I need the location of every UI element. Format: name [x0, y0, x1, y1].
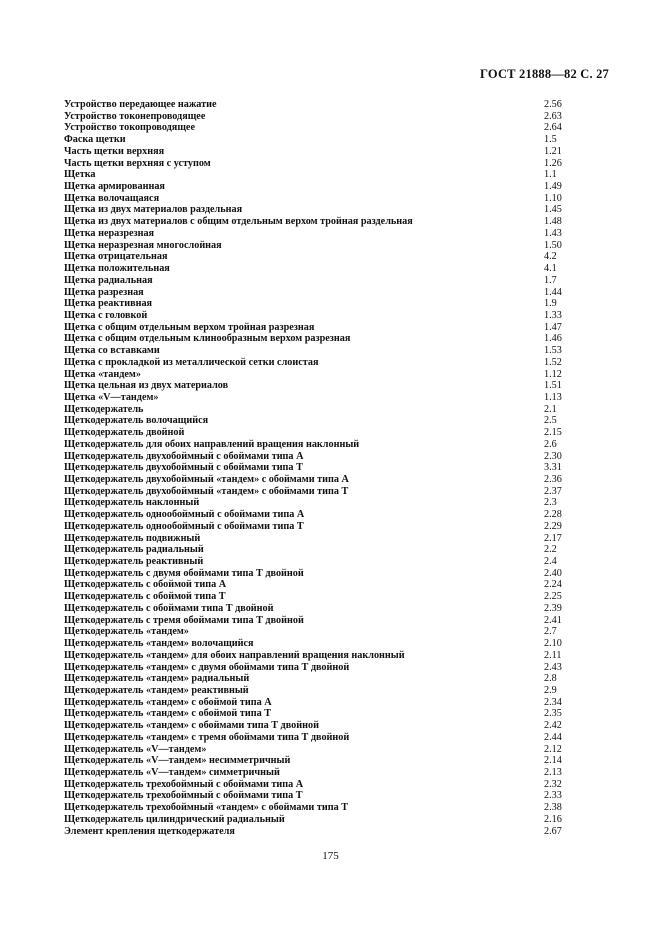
entry-term: Щеткодержатель радиальный [64, 544, 204, 556]
index-entry [64, 181, 584, 193]
index-entry [64, 462, 584, 474]
entry-reference: 1.43 [544, 227, 562, 239]
entry-term: Щеткодержатель однообоймный с обоймами типа А [64, 509, 305, 521]
entry-term: Щетка радиальная [64, 274, 153, 286]
entry-term: Щетка с общим отдельным верхом тройная разрезная [64, 321, 315, 333]
entry-term: Устройство токопроводящее [64, 122, 195, 134]
entry-term: Щеткодержатель «V—тандем» несимметричный [64, 755, 291, 767]
entry-term: Щеткодержатель «V—тандем» симметричный [64, 766, 280, 778]
entry-term: Щетка «тандем» [64, 368, 141, 380]
entry-reference: 2.29 [544, 520, 562, 532]
entry-reference: 4.1 [544, 263, 557, 275]
index-entry [64, 556, 584, 568]
entry-reference: 2.4 [544, 556, 557, 568]
index-entry [64, 533, 584, 545]
index-entry [64, 134, 584, 146]
index-entry [64, 111, 584, 123]
index-entry [64, 486, 584, 498]
entry-reference: 2.34 [544, 696, 562, 708]
entry-reference: 1.21 [544, 145, 562, 157]
entry-term: Щеткодержатель «тандем» радиальный [64, 673, 250, 685]
entry-reference: 1.10 [544, 192, 562, 204]
page-header: ГОСТ 21888—82 С. 27 [480, 67, 609, 81]
index-entry [64, 310, 584, 322]
entry-term: Щетка цельная из двух материалов [64, 380, 229, 392]
index-entry [64, 591, 584, 603]
index-entry [64, 720, 584, 732]
page-number: 175 [322, 850, 339, 862]
entry-reference: 2.25 [544, 591, 562, 603]
index-entry [64, 521, 584, 533]
entry-reference: 4.2 [544, 251, 557, 263]
entry-reference: 1.49 [544, 181, 562, 193]
index-entry [64, 615, 584, 627]
entry-term: Щеткодержатель «тандем» с обоймой типа А [64, 696, 272, 708]
entry-reference: 2.63 [544, 110, 562, 122]
entry-term: Щеткодержатель реактивный [64, 556, 204, 568]
index-entry [64, 345, 584, 357]
entry-reference: 2.16 [544, 813, 562, 825]
entry-reference: 2.36 [544, 474, 562, 485]
index-entry [64, 697, 584, 709]
index-entry [64, 568, 584, 580]
index-entry [64, 216, 584, 228]
index-entry [64, 427, 584, 439]
index-entry [64, 626, 584, 638]
entry-term: Щетка из двух материалов с общим отдельным верхом тройная раздельная [64, 216, 413, 228]
entry-reference: 2.8 [544, 673, 557, 685]
entry-reference: 1.51 [544, 380, 562, 392]
entry-term: Щеткодержатель с обоймами типа Т двойной [64, 602, 274, 614]
index-entry [64, 744, 584, 756]
index-entry [64, 169, 584, 181]
entry-term: Щеткодержатель «тандем» с обоймой типа Т [64, 708, 272, 720]
entry-reference: 1.5 [544, 134, 557, 146]
entry-term: Щетка волочащаяся [64, 192, 160, 204]
entry-term: Элемент крепления щеткодержателя [64, 825, 235, 837]
entry-term: Щеткодержатель «тандем» с обоймами типа Т двойной [64, 720, 319, 732]
entry-reference: 2.15 [544, 427, 562, 439]
entry-term: Щеткодержатель [64, 403, 144, 415]
entry-term: Фаска щетки [64, 134, 126, 146]
entry-term: Щеткодержатель с обоймой типа А [64, 579, 227, 591]
index-entry [64, 497, 584, 509]
index-entry [64, 638, 584, 650]
entry-reference: 1.1 [544, 169, 557, 181]
entry-reference: 2.14 [544, 755, 562, 767]
entry-reference: 2.7 [544, 626, 557, 638]
entry-reference: 2.1 [544, 403, 557, 415]
entry-term: Щетка со вставками [64, 345, 160, 357]
entry-reference: 1.33 [544, 309, 562, 321]
entry-term: Устройство токонепроводящее [64, 110, 206, 122]
entry-term: Щеткодержатель «тандем» волочащийся [64, 638, 254, 650]
index-entry [64, 251, 584, 263]
index-entry [64, 263, 584, 275]
entry-reference: 2.40 [544, 567, 562, 579]
index-entry [64, 287, 584, 299]
index-entry [64, 579, 584, 591]
index-entry [64, 439, 584, 451]
entry-term: Щеткодержатель трехобоймный «тандем» с обоймами типа Т [64, 802, 349, 814]
index-entry [64, 779, 584, 791]
entry-reference: 2.5 [544, 415, 557, 427]
index-entry [64, 415, 584, 427]
index-entry [64, 369, 584, 381]
entry-reference: 2.13 [544, 766, 562, 778]
index-entry [64, 544, 584, 556]
entry-term: Щеткодержатель трехобоймный с обоймами типа Т [64, 790, 303, 802]
index-entry [64, 357, 584, 369]
entry-reference: 2.64 [544, 122, 562, 134]
index-entry [64, 99, 584, 111]
entry-term: Щетка с прокладкой из металлической сетки слоистая [64, 356, 319, 368]
entry-term: Щеткодержатель «тандем» с тремя обоймами типа Т двойной [64, 731, 350, 743]
entry-reference: 2.11 [544, 649, 562, 661]
entry-reference: 2.37 [544, 485, 562, 497]
index-entry [64, 204, 584, 216]
index-entry [64, 158, 584, 170]
index-entry [64, 474, 584, 486]
entry-term: Часть щетки верхняя [64, 145, 165, 157]
entry-term: Щетка с общим отдельным клинообразным верхом разрезная [64, 333, 351, 345]
index-entry [64, 451, 584, 463]
index-entry [64, 685, 584, 697]
entry-term: Щеткодержатель трехобоймный с обоймами типа А [64, 778, 304, 790]
entry-reference: 2.12 [544, 743, 562, 755]
entry-term: Щеткодержатель «V—тандем» [64, 743, 207, 755]
entry-term: Щеткодержатель двухобоймный с обоймами типа А [64, 450, 304, 462]
entry-reference: 1.26 [544, 157, 562, 169]
index-entry [64, 603, 584, 615]
entry-term: Щеткодержатель «тандем» для обоих направлений вращения наклонный [64, 649, 405, 661]
entry-reference: 2.24 [544, 579, 562, 591]
index-entry [64, 275, 584, 287]
entry-reference: 1.53 [544, 345, 562, 357]
entry-term: Щетка разрезная [64, 286, 144, 298]
index-entry [64, 240, 584, 252]
entry-reference: 2.6 [544, 438, 557, 450]
entry-term: Щетка положительная [64, 263, 170, 275]
entry-term: Щетка неразрезная [64, 227, 155, 239]
index-entry [64, 767, 584, 779]
entry-reference: 2.43 [544, 661, 562, 673]
index-entry [64, 650, 584, 662]
entry-reference: 1.45 [544, 204, 562, 216]
entry-reference: 2.30 [544, 450, 562, 462]
entry-term: Щеткодержатель «тандем» с двумя обоймами типа Т двойной [64, 661, 350, 673]
entry-reference: 1.50 [544, 239, 562, 251]
entry-term: Щеткодержатель для обоих направлений вращения наклонный [64, 438, 360, 450]
entry-reference: 2.42 [544, 720, 562, 732]
entry-term: Щетка отрицательная [64, 251, 168, 263]
entry-term: Щеткодержатель волочащийся [64, 415, 209, 427]
entry-term: Щетка армированная [64, 181, 165, 193]
entry-reference: 2.38 [544, 802, 562, 814]
entry-reference: 2.41 [544, 614, 562, 626]
index-entry [64, 193, 584, 205]
entry-reference: 2.2 [544, 544, 557, 556]
index-entry [64, 298, 584, 310]
entry-term: Щетка «V—тандем» [64, 391, 159, 403]
entry-term: Щетка с головкой [64, 309, 148, 321]
entry-term: Щеткодержатель двойной [64, 427, 185, 439]
entry-term: Щеткодержатель подвижный [64, 532, 201, 544]
index-entry [64, 122, 584, 134]
entry-term: Щеткодержатель двухобоймный с обоймами типа Т [64, 462, 303, 474]
entry-reference: 1.44 [544, 286, 562, 298]
entry-reference: 1.52 [544, 356, 562, 368]
entry-reference: 3.31 [544, 462, 562, 474]
entry-term: Щеткодержатель однообоймный с обоймами типа Т [64, 520, 304, 532]
index-entry [64, 814, 584, 826]
entry-term: Щеткодержатель «тандем» реактивный [64, 684, 249, 696]
entry-term: Щетка [64, 169, 96, 181]
entry-reference: 1.7 [544, 274, 557, 286]
entry-reference: 2.9 [544, 684, 557, 696]
index-entry [64, 146, 584, 158]
entry-reference: 2.32 [544, 778, 562, 790]
index-entry [64, 826, 584, 838]
index-entry [64, 392, 584, 404]
entry-reference: 2.39 [544, 602, 562, 614]
entry-term: Щеткодержатель цилиндрический радиальный [64, 813, 285, 825]
index-entry [64, 708, 584, 720]
entry-reference: 2.56 [544, 99, 562, 110]
entry-reference: 2.44 [544, 731, 562, 743]
index-entry [64, 755, 584, 767]
index-entry [64, 380, 584, 392]
entry-term: Часть щетки верхняя с уступом [64, 157, 211, 169]
entry-reference: 1.13 [544, 391, 562, 403]
entry-term: Щеткодержатель «тандем» [64, 626, 189, 638]
entry-reference: 2.33 [544, 790, 562, 802]
index-entry [64, 404, 584, 416]
entry-reference: 1.12 [544, 368, 562, 380]
index-entry [64, 509, 584, 521]
entry-reference: 1.9 [544, 298, 557, 310]
entry-term: Щеткодержатель двухобоймный «тандем» с обоймами типа А [64, 474, 349, 485]
entry-reference: 2.67 [544, 825, 562, 837]
entry-term: Щеткодержатель наклонный [64, 497, 200, 509]
entry-reference: 2.35 [544, 708, 562, 720]
entry-reference: 2.28 [544, 509, 562, 521]
index-entry [64, 662, 584, 674]
index-entry [64, 732, 584, 744]
entry-term: Щеткодержатель с двумя обоймами типа Т двойной [64, 567, 304, 579]
entry-term: Щеткодержатель двухобоймный «тандем» с обоймами типа Т [64, 485, 349, 497]
index-entry [64, 322, 584, 334]
entry-reference: 2.17 [544, 532, 562, 544]
entry-reference: 2.10 [544, 638, 562, 650]
index-entry [64, 790, 584, 802]
entry-term: Щеткодержатель с обоймой типа Т [64, 591, 226, 603]
entry-reference: 1.47 [544, 321, 562, 333]
entry-reference: 1.48 [544, 216, 562, 228]
index-entry [64, 802, 584, 814]
index-entry [64, 228, 584, 240]
entry-term: Щетка неразрезная многослойная [64, 239, 222, 251]
index-entry [64, 673, 584, 685]
entry-term: Устройство передающее нажатие [64, 99, 217, 110]
entry-reference: 2.3 [544, 497, 557, 509]
entry-reference: 1.46 [544, 333, 562, 345]
index-entry [64, 333, 584, 345]
entry-term: Щеткодержатель с тремя обоймами типа Т двойной [64, 614, 304, 626]
entry-term: Щетка из двух материалов раздельная [64, 204, 243, 216]
entry-term: Щетка реактивная [64, 298, 153, 310]
term-index-list [64, 99, 584, 837]
